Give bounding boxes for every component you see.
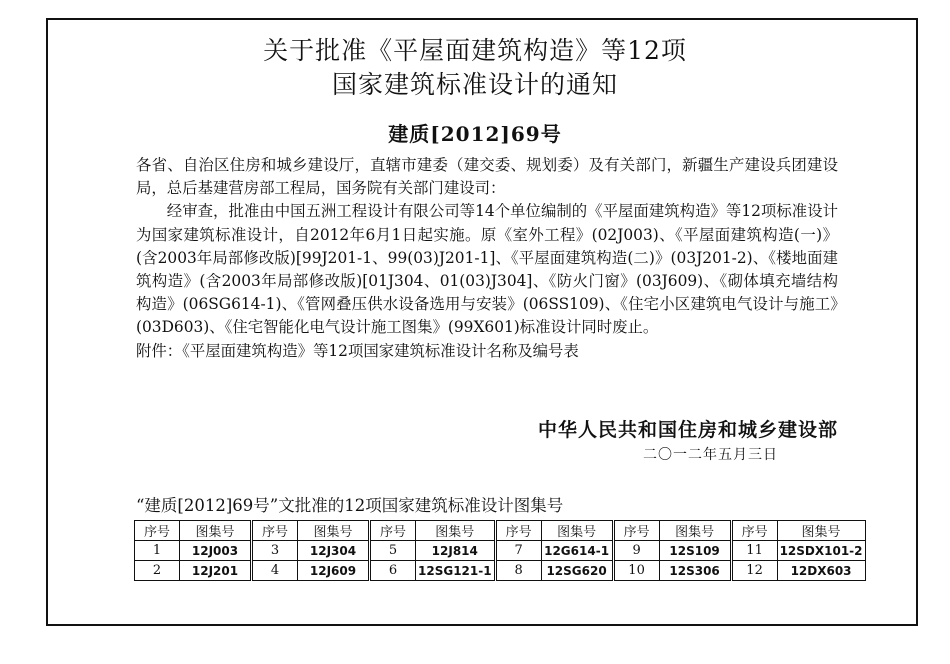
atlas-number-table <box>134 520 866 581</box>
header-seq: 序号 <box>495 521 541 541</box>
header-code: 图集号 <box>416 521 496 541</box>
body-paragraph: 经审查，批准由中国五洲工程设计有限公司等14个单位编制的《平屋面建筑构造》等12项标准设计为国家建筑标准设计，自2012年6月1日起实施。原《室外工程》(02J003)、《平屋面建筑构造(一)》(含2003年局部修改版)[99J201-1、99(03)J201-1]、《平屋面建筑构造(二)》(03J201-2)、《楼地面建筑构造》(含2003年局部修改版)[01J304、01(03)J304]、《防火门窗》(03J609)、《砌体填充墙结构构造》(06SG614-1)、《管网叠压供水设备选用与安装》(06SS109)、《住宅小区建筑电气设计与施工》(03D603)、《住宅智能化电气设计施工图集》(99X601)标准设计同时废止。 <box>136 202 838 337</box>
seq-cell: 11 <box>731 541 777 561</box>
seq-cell: 7 <box>495 541 541 561</box>
code-cell: 12J304 <box>298 541 370 561</box>
code-cell: 12G614-1 <box>541 541 613 561</box>
header-code: 图集号 <box>777 521 865 541</box>
code-cell: 12J609 <box>298 561 370 581</box>
code-cell: 12SG121-1 <box>416 561 496 581</box>
seq-cell: 3 <box>252 541 298 561</box>
seq-cell: 12 <box>731 561 777 581</box>
code-cell: 12DX603 <box>777 561 865 581</box>
seq-cell: 2 <box>135 561 180 581</box>
header-code: 图集号 <box>659 521 731 541</box>
notice-body <box>136 154 838 363</box>
code-cell: 12J814 <box>416 541 496 561</box>
attachment-line: 附件：《平屋面建筑构造》等12项国家建筑标准设计名称及编号表 <box>136 341 579 360</box>
table-header-row <box>135 521 866 541</box>
header-seq: 序号 <box>613 521 659 541</box>
table-row <box>135 561 866 581</box>
table-row <box>135 541 866 561</box>
notice-title-line1: 关于批准《平屋面建筑构造》等12项 <box>263 36 687 65</box>
document-number: 建质[2012]69号 <box>388 122 562 146</box>
header-seq: 序号 <box>135 521 180 541</box>
code-cell: 12SDX101-2 <box>777 541 865 561</box>
seq-cell: 4 <box>252 561 298 581</box>
seq-cell: 1 <box>135 541 180 561</box>
issue-date: 二〇一二年五月三日 <box>643 447 778 463</box>
code-cell: 12J201 <box>180 561 252 581</box>
header-code: 图集号 <box>180 521 252 541</box>
issuer: 中华人民共和国住房和城乡建设部 <box>537 419 838 441</box>
seq-cell: 10 <box>613 561 659 581</box>
addressee: 各省、自治区住房和城乡建设厅，直辖市建委（建交委、规划委）及有关部门，新疆生产建设兵团建设局，总后基建营房部工程局，国务院有关部门建设司： <box>136 156 838 198</box>
header-seq: 序号 <box>731 521 777 541</box>
code-cell: 12S306 <box>659 561 731 581</box>
code-cell: 12S109 <box>659 541 731 561</box>
notice-title-line2: 国家建筑标准设计的通知 <box>331 70 618 99</box>
seq-cell: 6 <box>370 561 416 581</box>
seq-cell: 5 <box>370 541 416 561</box>
table-caption: “建质[2012]69号”文批准的12项国家建筑标准设计图集号 <box>136 496 564 515</box>
seq-cell: 8 <box>495 561 541 581</box>
header-seq: 序号 <box>252 521 298 541</box>
code-cell: 12SG620 <box>541 561 613 581</box>
seq-cell: 9 <box>613 541 659 561</box>
code-cell: 12J003 <box>180 541 252 561</box>
header-seq: 序号 <box>370 521 416 541</box>
header-code: 图集号 <box>298 521 370 541</box>
header-code: 图集号 <box>541 521 613 541</box>
